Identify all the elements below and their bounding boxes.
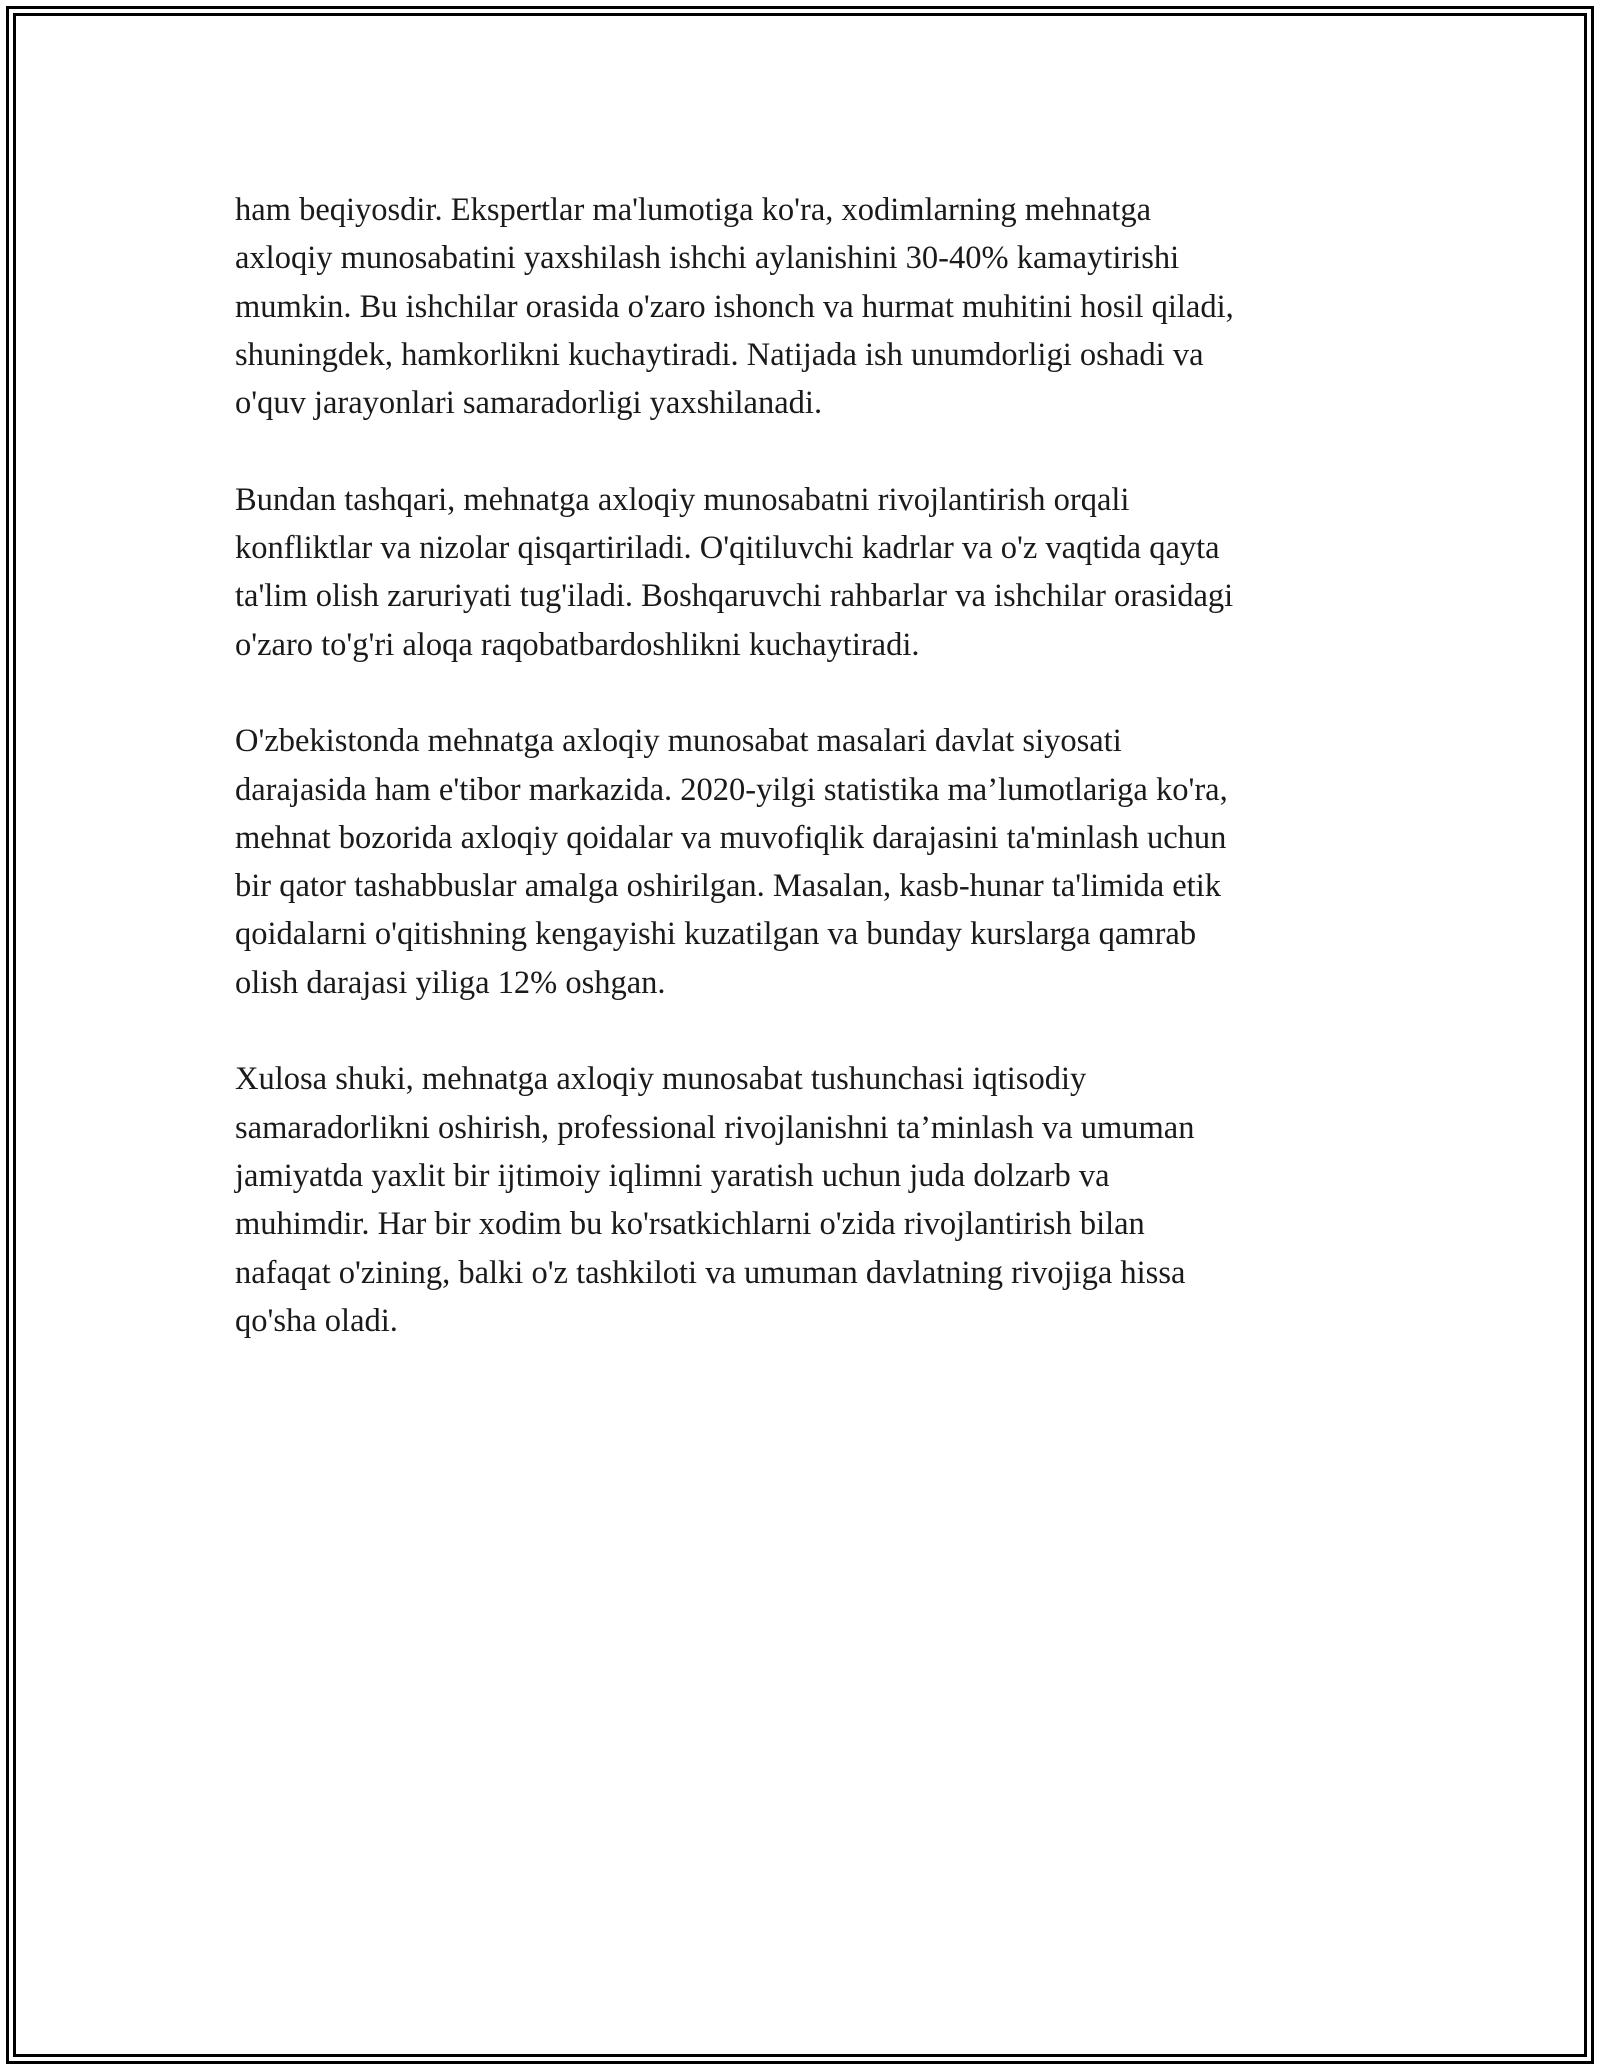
paragraph-3: O'zbekistonda mehnatga axloqiy munosabat masalari davlat siyosati darajasida ham e'tibor markazida. 2020-yilgi statistika ma’lumotlariga ko'ra, mehnat bozorida axloqiy qoidalar va muvofiqlik darajasini ta'minlash uchun bir qator tashabbuslar amalga oshirilgan. Masalan, kasb-hunar ta'limida etik qoidalarni o'qitishning kengayishi kuzatilgan va bunday kurslarga qamrab olish darajasi yiliga 12% oshgan. [235,723,1228,1001]
paragraph-2: Bundan tashqari, mehnatga axloqiy munosabatni rivojlantirish orqali konfliktlar va nizolar qisqartiriladi. O'qitiluvchi kadrlar va o'z vaqtida qayta ta'lim olish zaruriyati tug'iladi. Boshqaruvchi rahbarlar va ishchilar orasidagi o'zaro to'g'ri aloqa raqobatbardoshlikni kuchaytiradi. [235,481,1234,663]
paragraph-1: ham beqiyosdir. Ekspertlar ma'lumotiga ko'ra, xodimlarning mehnatga axloqiy munosabatini yaxshilash ishchi aylanishini 30-40% kamaytirishi mumkin. Bu ishchilar orasida o'zaro ishonch va hurmat muhitini hosil qiladi, shuningdek, hamkorlikni kuchaytiradi. Natijada ish unumdorligi oshadi va o'quv jarayonlari samaradorligi yaxshilanadi. [235,192,1234,422]
paragraph-4: Xulosa shuki, mehnatga axloqiy munosabat tushunchasi iqtisodiy samaradorlikni oshirish, professional rivojlanishni ta’minlash va umuman jamiyatda yaxlit bir ijtimoiy iqlimni yaratish uchun juda dolzarb va muhimdir. Har bir xodim bu ko'rsatkichlarni o'zida rivojlantirish bilan nafaqat o'zining, balki o'z tashkiloti va umuman davlatning rivojiga hissa qo'sha oladi. [235,1061,1195,1339]
document-body [235,186,1375,1345]
